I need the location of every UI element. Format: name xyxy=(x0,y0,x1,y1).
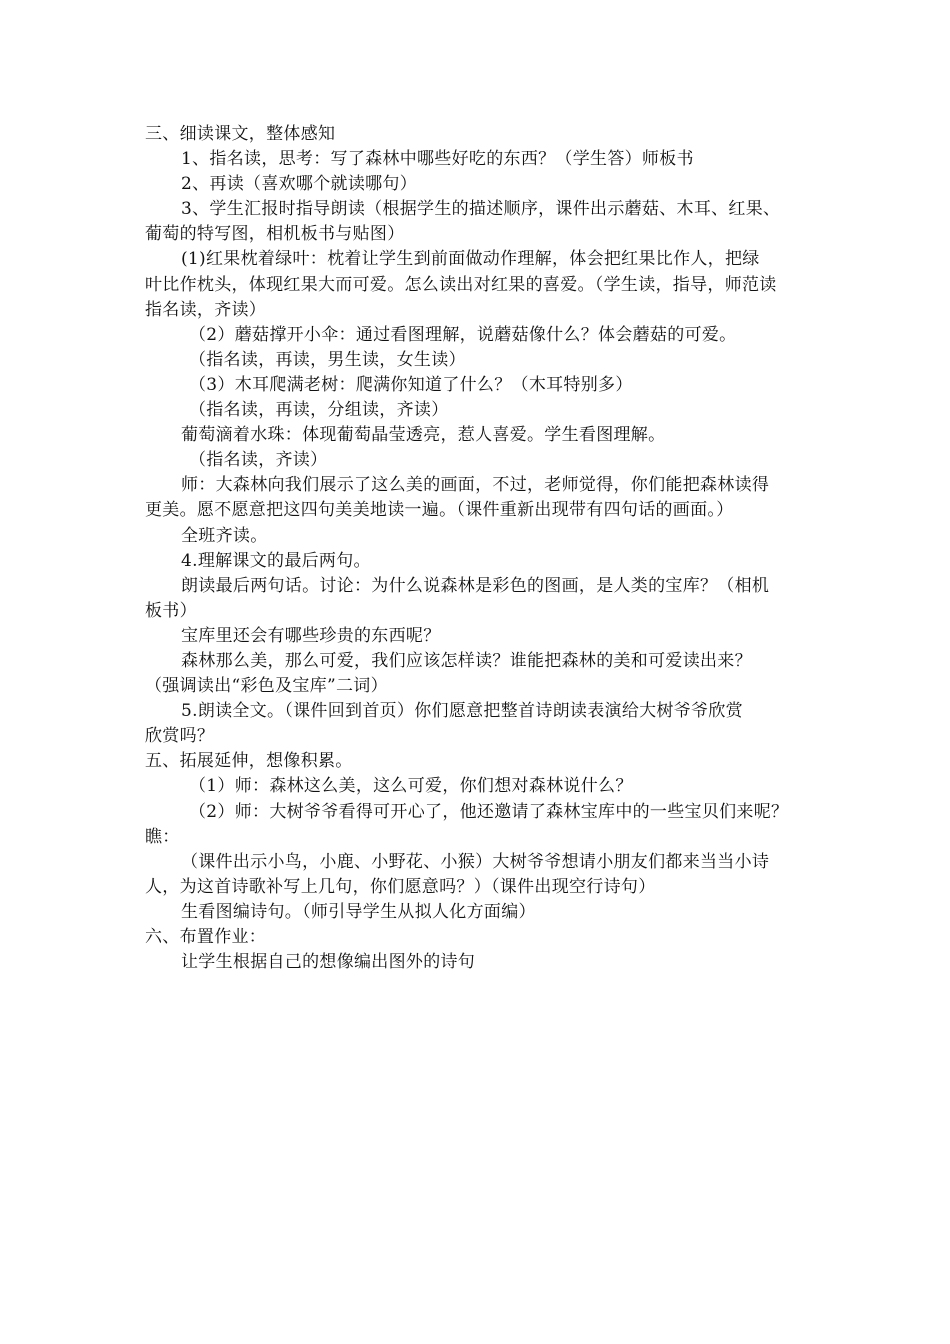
document-body xyxy=(145,122,835,975)
document-line: (1)红果枕着绿叶：枕着让学生到前面做动作理解，体会把红果比作人，把绿 xyxy=(181,249,760,270)
document-line: 3、学生汇报时指导朗读（根据学生的描述顺序，课件出示蘑菇、木耳、红果、 xyxy=(181,199,781,220)
document-line: 森林那么美，那么可爱，我们应该怎样读？谁能把森林的美和可爱读出来？ xyxy=(181,650,752,671)
document-line: 瞧： xyxy=(145,826,180,847)
document-line: （2）师：大树爷爷看得可开心了，他还邀请了森林宝库中的一些宝贝们来呢？ xyxy=(189,801,789,822)
document-line: （指名读，再读，分组读，齐读） xyxy=(189,400,449,421)
document-line: 指名读，齐读） xyxy=(145,299,267,320)
document-line: 葡萄的特写图，相机板书与贴图） xyxy=(145,224,405,245)
document-line: 欣赏吗？ xyxy=(145,726,215,747)
document-line: 朗读最后两句话。讨论：为什么说森林是彩色的图画，是人类的宝库？（相机 xyxy=(181,575,770,596)
document-line: 师：大森林向我们展示了这么美的画面，不过，老师觉得，你们能把森林读得 xyxy=(181,475,770,496)
document-line: 叶比作枕头，体现红果大而可爱。怎么读出对红果的喜爱。（学生读，指导，师范读 xyxy=(145,274,777,295)
document-line: （课件出示小鸟，小鹿、小野花、小猴）大树爷爷想请小朋友们都来当当小诗 xyxy=(181,851,770,872)
document-line: 板书） xyxy=(145,600,197,621)
document-line: 更美。愿不愿意把这四句美美地读一遍。（课件重新出现带有四句话的画面。） xyxy=(145,500,734,521)
document-line: 葡萄滴着水珠：体现葡萄晶莹透亮，惹人喜爱。学生看图理解。 xyxy=(181,425,666,446)
document-line: 人，为这首诗歌补写上几句，你们愿意吗？）（课件出现空行诗句） xyxy=(145,876,656,897)
document-line: （强调读出“彩色及宝库”二词） xyxy=(145,676,388,697)
document-line: 生看图编诗句。（师引导学生从拟人化方面编） xyxy=(181,901,536,922)
document-line: （3）木耳爬满老树：爬满你知道了什么？（木耳特别多） xyxy=(189,374,633,395)
document-line: 2、再读（喜欢哪个就读哪句） xyxy=(181,174,418,195)
document-line: 三、细读课文，整体感知 xyxy=(145,124,336,144)
document-line: （1）师：森林这么美，这么可爱，你们想对森林说什么？ xyxy=(189,776,633,797)
document-line: 5.朗读全文。（课件回到首页）你们愿意把整首诗朗读表演给大树爷爷欣赏 xyxy=(181,701,743,722)
document-line: （指名读，再读，男生读，女生读） xyxy=(189,349,466,370)
document-line: 六、布置作业： xyxy=(145,927,267,947)
document-line: 4.理解课文的最后两句。 xyxy=(181,550,371,571)
document-line: 全班齐读。 xyxy=(181,525,268,546)
document-line: （2）蘑菇撑开小伞：通过看图理解，说蘑菇像什么？体会蘑菇的可爱。 xyxy=(189,324,737,345)
document-line: 五、拓展延伸，想像积累。 xyxy=(145,751,353,772)
document-line: 让学生根据自己的想像编出图外的诗句 xyxy=(181,952,476,973)
document-line: 宝库里还会有哪些珍贵的东西呢？ xyxy=(181,625,441,646)
document-line: 1、指名读，思考：写了森林中哪些好吃的东西？（学生答）师板书 xyxy=(181,149,694,170)
document-line: （指名读，齐读） xyxy=(189,450,328,471)
